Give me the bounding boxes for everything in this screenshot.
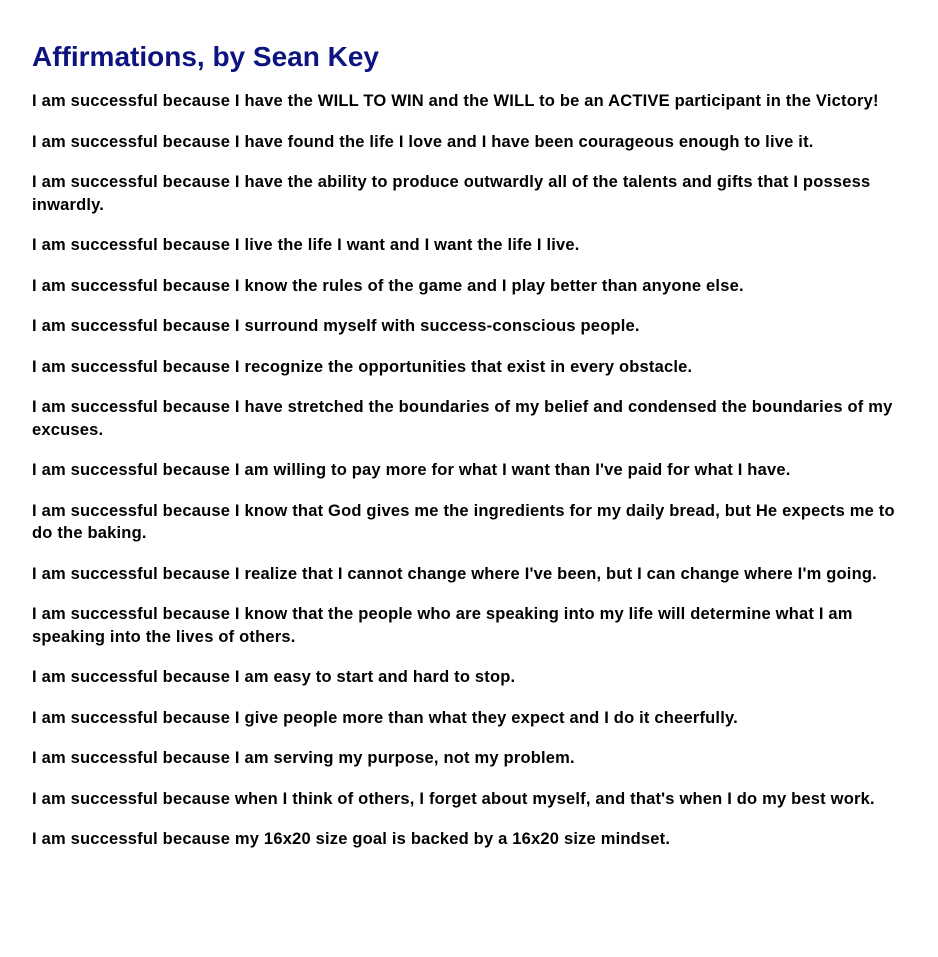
affirmation-item: I am successful because I recognize the opportunities that exist in every obstacle.	[32, 357, 693, 376]
affirmation-item: I am successful because I am serving my purpose, not my problem.	[32, 749, 575, 767]
affirmation-item: I am successful because I know the rules of the game and I play better than anyone else.	[32, 276, 744, 295]
affirmation-item: I am successful because my 16x20 size goal is backed by a 16x20 size mindset.	[32, 830, 671, 848]
affirmation-item: I am successful because I have found the life I love and I have been courageous enough to live it.	[32, 132, 814, 151]
affirmation-item: I am successful because I know that the people who are speaking into my life will determine what I am speaking into the lives of others.	[32, 605, 853, 646]
affirmation-item: I am successful because I give people more than what they expect and I do it cheerfully.	[32, 708, 738, 727]
affirmation-item: I am successful because I know that God gives me the ingredients for my daily bread, but He expects me to do the baking.	[32, 501, 895, 542]
affirmation-item: I am successful because I have the WILL TO WIN and the WILL to be an ACTIVE participant in the Victory!	[32, 92, 879, 110]
affirmation-item: I am successful because I am willing to pay more for what I want than I've paid for what I have.	[32, 461, 791, 479]
affirmation-item: I am successful because I have the ability to produce outwardly all of the talents and gifts that I possess inwardly.	[32, 173, 871, 214]
affirmation-list	[32, 90, 918, 851]
affirmation-item: I am successful because I have stretched the boundaries of my belief and condensed the boundaries of my excuses.	[32, 398, 893, 439]
affirmation-item: I am successful because I live the life I want and I want the life I live.	[32, 236, 580, 254]
page-title: Affirmations, by Sean Key	[32, 41, 379, 72]
affirmation-item: I am successful because when I think of others, I forget about myself, and that's when I do my best work.	[32, 789, 875, 808]
affirmation-item: I am successful because I surround myself with success-conscious people.	[32, 317, 640, 335]
affirmation-item: I am successful because I realize that I cannot change where I've been, but I can change where I'm going.	[32, 564, 877, 583]
affirmation-item: I am successful because I am easy to start and hard to stop.	[32, 668, 516, 686]
